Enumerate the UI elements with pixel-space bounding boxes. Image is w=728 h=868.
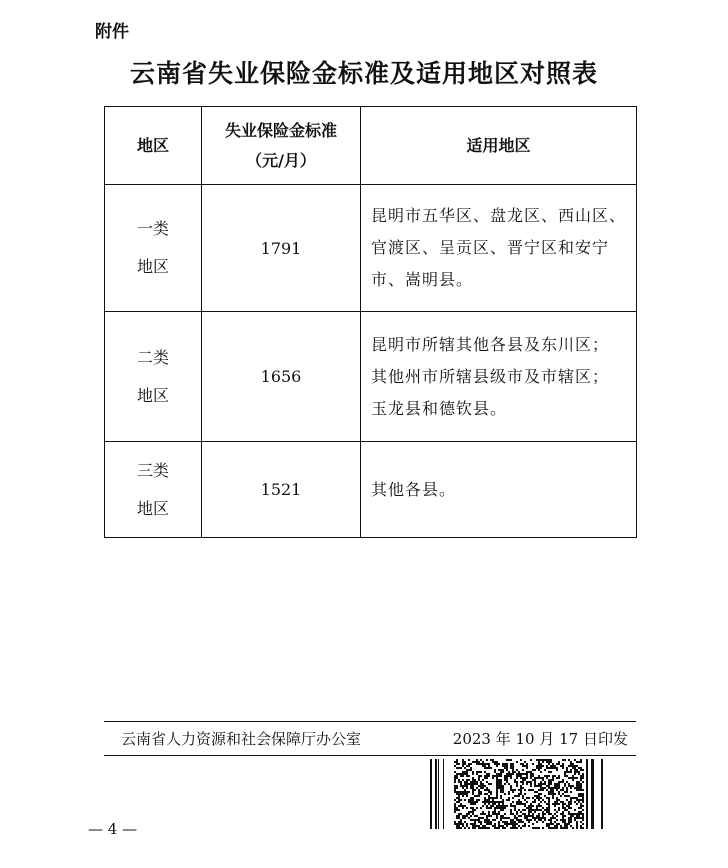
areas-line: 玉龙县和德钦县。 <box>371 398 508 418</box>
page-number: — 4 — <box>88 820 138 838</box>
rates-table <box>104 106 637 538</box>
document-title: 云南省失业保险金标准及适用地区对照表 <box>129 59 598 88</box>
barcode-bars-left <box>430 759 444 829</box>
footer-top-rule <box>104 721 636 722</box>
region-line1: 一类 <box>136 219 169 238</box>
region-line1: 三类 <box>136 460 169 480</box>
footer-print-date: 2023 年 10 月 17 日印发 <box>452 730 628 748</box>
header-amount-line2: （元/月） <box>246 150 316 170</box>
amount-cell: 1791 <box>202 185 361 312</box>
region-cell <box>105 442 202 538</box>
areas-line: 其他各县。 <box>371 479 457 499</box>
areas-cell <box>361 442 637 538</box>
areas-line: 昆明市五华区、盘龙区、西山区、 <box>371 206 627 225</box>
areas-line: 官渡区、呈贡区、晋宁区和安宁 <box>371 238 610 257</box>
region-cell <box>105 185 202 312</box>
barcode-image <box>430 759 606 829</box>
amount-cell: 1656 <box>202 312 361 442</box>
barcode-bars-right <box>586 759 603 829</box>
region-line2: 地区 <box>136 257 169 276</box>
attachment-label: 附件 <box>95 22 129 42</box>
footer-bottom-rule <box>104 755 636 756</box>
areas-cell <box>361 185 637 312</box>
region-line2: 地区 <box>136 498 169 518</box>
region-cell <box>105 312 202 442</box>
table-row <box>105 442 637 538</box>
footer-issuer: 云南省人力资源和社会保障厅办公室 <box>121 730 362 748</box>
region-line1: 二类 <box>136 347 169 367</box>
header-amount-line1: 失业保险金标准 <box>224 120 337 140</box>
header-areas: 适用地区 <box>361 107 637 185</box>
areas-cell <box>361 312 637 442</box>
region-line2: 地区 <box>136 385 169 405</box>
table-row <box>105 312 637 442</box>
amount-cell: 1521 <box>202 442 361 538</box>
areas-line: 市、嵩明县。 <box>371 270 474 289</box>
table-row <box>105 185 637 312</box>
table-header-row <box>105 107 637 185</box>
barcode-matrix <box>454 759 584 829</box>
header-amount <box>202 107 361 185</box>
areas-line: 昆明市所辖其他各县及东川区； <box>371 334 610 354</box>
header-region: 地区 <box>105 107 202 185</box>
areas-line: 其他州市所辖县级市及市辖区； <box>371 366 610 386</box>
